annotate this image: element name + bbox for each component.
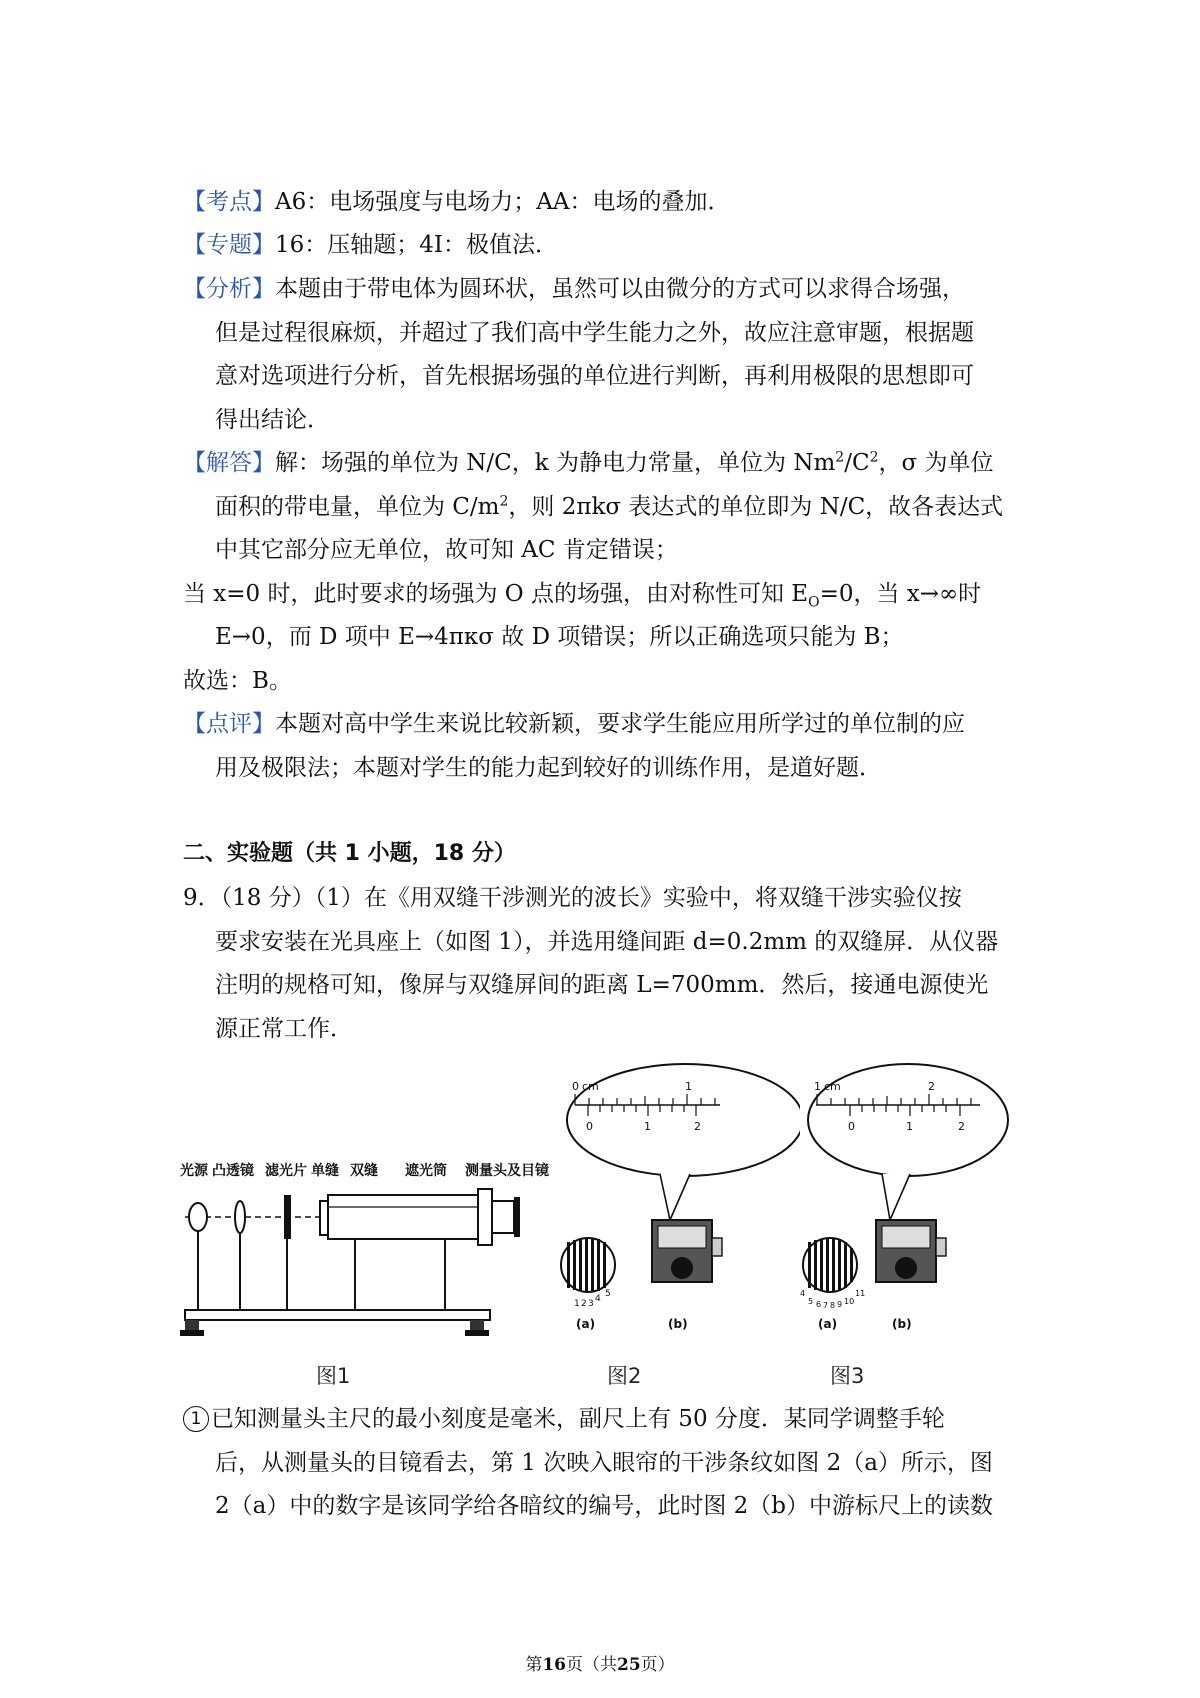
fig1-label-convex-lens: 凸透镜 (212, 1163, 254, 1179)
fig3-vernier-2: 2 (958, 1120, 965, 1133)
kaodian-line (183, 186, 730, 218)
fig3-main-2: 2 (928, 1080, 935, 1093)
fig3-fringe-4: 4 (800, 1289, 806, 1298)
dianping-line-1 (183, 708, 965, 740)
footer-total-pages: 25 (617, 1655, 641, 1675)
fig2-fringe-5: 5 (605, 1289, 611, 1299)
fig1-label-filter: 滤光片 (265, 1163, 307, 1179)
figure-3-measurement (800, 1060, 1020, 1350)
jieda-line-3: 中其它部分应无单位，故可知 AC 肯定错误； (215, 537, 678, 563)
jieda-line-5: E→0，而 D 项中 E→4πκσ 故 D 项错误；所以正确选项只能为 B； (215, 624, 904, 650)
sub1-text-1: 已知测量头主尺的最小刻度是毫米，副尺上有 50 分度．某同学调整手轮 (211, 1406, 945, 1432)
fig3-fringe-8: 8 (830, 1301, 836, 1310)
fig2-vernier-2: 2 (694, 1120, 701, 1133)
figure-2-measurement (560, 1060, 800, 1350)
fig3-fringe-6: 6 (816, 1300, 822, 1309)
jieda-sup-2: 2 (869, 449, 879, 466)
jieda-sub-o: O (808, 594, 820, 611)
sub1-line-3: 2（a）中的数字是该同学给各暗纹的编号，此时图 2（b）中游标尺上的读数 (215, 1493, 994, 1519)
jieda-line-2 (215, 491, 1003, 523)
fig3-fringe-7: 7 (823, 1301, 829, 1310)
zhuanti-tag: 【专题】 (183, 232, 275, 258)
figure-1-optical-bench (180, 1145, 560, 1345)
fig3-sub-a: (a) (818, 1317, 838, 1331)
fig1-label-tube: 遮光筒 (405, 1163, 447, 1179)
jieda-tag: 【解答】 (183, 450, 275, 476)
fig3-fringe-11: 11 (855, 1289, 866, 1298)
page-footer (0, 1650, 1200, 1675)
sub1-line-1 (183, 1403, 945, 1435)
fig2-fringe-2: 2 (581, 1299, 587, 1309)
fig2-vernier-1: 1 (644, 1120, 651, 1133)
fig1-label-single-slit: 单缝 (311, 1163, 339, 1179)
fig3-fringe-9: 9 (837, 1300, 843, 1309)
kaodian-text: A6：电场强度与电场力；AA：电场的叠加． (275, 189, 731, 215)
fig2-main-0: 0 (572, 1080, 579, 1093)
fig3-main-cm: cm (824, 1080, 841, 1093)
jieda-line-6: 故选：B。 (183, 668, 292, 694)
zhuanti-line (183, 229, 558, 261)
jieda-text-1a: 解：场强的单位为 N/C，k 为静电力常量，单位为 Nm (275, 450, 836, 476)
figure-3-caption: 图3 (830, 1364, 865, 1388)
fig3-fringe-5: 5 (808, 1297, 814, 1306)
fig2-vernier-0: 0 (586, 1120, 593, 1133)
dianping-tag: 【点评】 (183, 711, 275, 737)
fig3-vernier-0: 0 (848, 1120, 855, 1133)
question9-line-1: 9．（18 分）（1）在《用双缝干涉测光的波长》实验中，将双缝干涉实验仪按 (183, 885, 962, 911)
jieda-text-4b: =0，当 x→∞时 (819, 581, 982, 607)
footer-pre: 第 (525, 1655, 543, 1675)
sub1-circled-number: 1 (183, 1406, 209, 1432)
fig2-fringe-3: 3 (588, 1299, 594, 1309)
fig2-fringe-4: 4 (595, 1294, 601, 1304)
jieda-sup-1: 2 (835, 449, 845, 466)
question9-line-4: 源正常工作． (215, 1016, 353, 1042)
fig1-label-double-slit: 双缝 (350, 1163, 378, 1179)
question9-line-3: 注明的规格可知，像屏与双缝屏间的距离 L=700mm．然后，接通电源使光 (215, 972, 989, 998)
dianping-text-1: 本题对高中学生来说比较新颖，要求学生能应用所学过的单位制的应 (275, 711, 965, 737)
sub1-line-2: 后，从测量头的目镜看去，第 1 次映入眼帘的干涉条纹如图 2（a）所示，图 (215, 1450, 993, 1476)
jieda-text-1b: /C (844, 450, 870, 476)
fig2-main-1: 1 (685, 1080, 692, 1093)
fig3-fringe-10: 10 (844, 1297, 855, 1306)
fig1-label-measuring-head: 测量头及目镜 (465, 1163, 549, 1179)
jieda-line-1 (183, 447, 994, 479)
footer-mid: 页（共 (566, 1655, 617, 1675)
jieda-line-4 (183, 578, 981, 610)
section-two-heading: 二、实验题（共 1 小题，18 分） (183, 841, 516, 866)
jieda-text-2b: ，则 2πkσ 表达式的单位即为 N/C，故各表达式 (508, 494, 1004, 520)
zhuanti-text: 16：压轴题；4I：极值法． (275, 232, 558, 258)
fig2-main-cm: cm (582, 1080, 599, 1093)
fig2-sub-b: (b) (668, 1317, 688, 1331)
fig1-label-light-source: 光源 (180, 1163, 208, 1179)
fenxi-line-2: 但是过程很麻烦，并超过了我们高中学生能力之外，故应注意审题，根据题 (215, 320, 974, 346)
fenxi-tag: 【分析】 (183, 276, 275, 302)
kaodian-tag: 【考点】 (183, 189, 275, 215)
fenxi-line-3: 意对选项进行分析，首先根据场强的单位进行判断，再利用极限的思想即可 (215, 363, 974, 389)
question9-line-2: 要求安装在光具座上（如图 1），并选用缝间距 d=0.2mm 的双缝屏．从仪器 (215, 929, 999, 955)
fenxi-line-4: 得出结论． (215, 407, 330, 433)
dianping-line-2: 用及极限法；本题对学生的能力起到较好的训练作用，是道好题． (215, 755, 882, 781)
figure-2-caption: 图2 (607, 1364, 642, 1388)
jieda-text-4a: 当 x=0 时，此时要求的场强为 O 点的场强，由对称性可知 E (183, 581, 809, 607)
jieda-text-2a: 面积的带电量，单位为 C/m (215, 494, 500, 520)
jieda-sup-3: 2 (499, 493, 509, 510)
fig3-main-1: 1 (814, 1080, 821, 1093)
fenxi-text-1: 本题由于带电体为圆环状，虽然可以由微分的方式可以求得合场强， (275, 276, 965, 302)
fig2-sub-a: (a) (576, 1317, 596, 1331)
fig2-fringe-1: 1 (574, 1299, 580, 1309)
fig3-vernier-1: 1 (906, 1120, 913, 1133)
jieda-text-1c: ，σ 为单位 (878, 450, 994, 476)
figure-1-caption: 图1 (316, 1364, 351, 1388)
footer-page-number: 16 (542, 1655, 566, 1675)
footer-post: 页） (640, 1655, 675, 1675)
fig3-sub-b: (b) (892, 1317, 912, 1331)
fenxi-line-1 (183, 273, 965, 305)
